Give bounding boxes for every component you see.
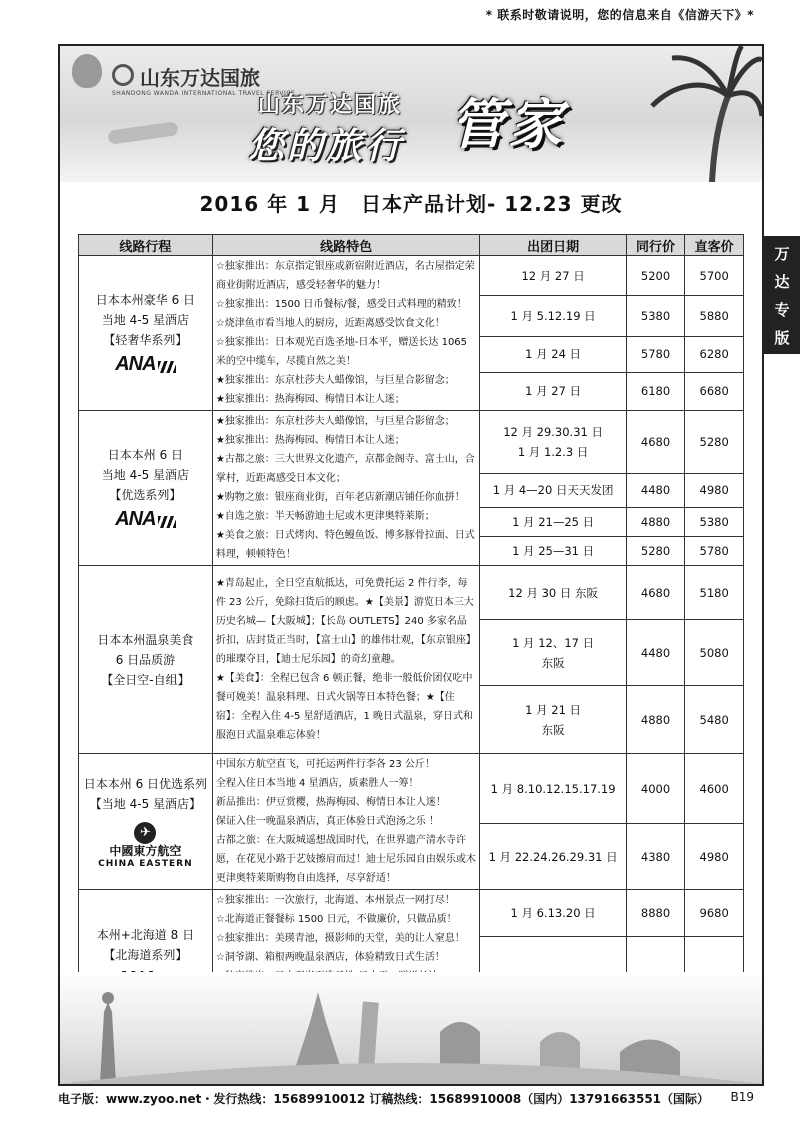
feature-item: ★独家推出：东京杜莎夫人蜡像馆，与巨星合影留念； bbox=[215, 416, 455, 427]
footer-contact: 电子版：www.zyoo.net・发行热线：15689910012 订稿热线：15689910008（国内）13791663551（国际） bbox=[58, 1092, 710, 1106]
peer-price: 5200 bbox=[626, 256, 685, 296]
departure-date: 1 月 8.10.12.15.17.19 bbox=[480, 754, 626, 824]
departure-date: 1 月 24 日 bbox=[480, 336, 626, 372]
departure-date: 1 月 5.12.19 日 bbox=[480, 296, 626, 336]
feature-item: 中国东方航空直飞，可托运两件行李各 23 公斤！ bbox=[215, 759, 435, 770]
route-cell bbox=[79, 411, 213, 566]
ana-logo-icon bbox=[83, 505, 208, 531]
feature-item: 古都之旅：在大阪城遥想战国时代，在世界遗产清水寺许愿，在花见小路于艺妓擦肩而过！迪士尼乐园自由娱乐或木更津奥特莱斯购物自由选择，尽享舒适！ bbox=[215, 835, 476, 884]
feature-item: ☆独家推出：东京指定银座或新宿附近酒店，名古屋指定荣商业街附近酒店，感受轻奢华的魅力！ bbox=[215, 261, 475, 291]
banner bbox=[60, 46, 762, 182]
route-line: 【北海道系列】 bbox=[103, 947, 188, 962]
route-line: 6 日品质游 bbox=[115, 652, 176, 667]
side-tab-char: 专 bbox=[774, 301, 790, 319]
feature-item: ☆独家推出：日本观光百选圣地-日本平，赠送长达 1065 米的空中缆车，尽揽自然之美！ bbox=[215, 337, 468, 367]
peer-price: 4680 bbox=[626, 411, 685, 474]
peer-price: 5780 bbox=[626, 336, 685, 372]
direct-price: 5480 bbox=[685, 686, 744, 754]
direct-price: 5880 bbox=[685, 296, 744, 336]
route-line: 日本本州 6 日 bbox=[107, 448, 184, 462]
page-title: 2016 年 1 月 日本产品计划- 12.23 更改 bbox=[199, 192, 623, 216]
departure-date: 1 月 21 日 东阪 bbox=[480, 686, 626, 754]
features-cell bbox=[212, 754, 480, 890]
feature-item: ★青岛起止，全日空直航抵达，可免费托运 2 件行李，每件 23 公斤，免除扫货后的顾虑。★【美景】游览日本三大历史名城—【大阪城】；【长岛 OUTLETS】240 多家名品折扣，店封货正当时，【富士山】的雄伟壮观，【东京银座】的璀璨夺目，【迪士尼乐园】的奇幻童趣。 bbox=[215, 578, 476, 665]
route-line: 【全日空-自组】 bbox=[101, 672, 190, 687]
table-row bbox=[79, 411, 744, 474]
source-note: * 联系时敬请说明，您的信息来自《信游天下》* bbox=[485, 8, 754, 22]
feature-item: ☆独家推出：美瑛青池，摄影师的天堂，美的让人窒息！ bbox=[215, 933, 465, 944]
departure-date: 1 月 22.24.26.29.31 日 bbox=[480, 824, 626, 890]
feature-item: ☆烧津鱼市看当地人的厨房，近距离感受饮食文化！ bbox=[215, 318, 445, 329]
departure-date: 1 月 6.13.20 日 bbox=[480, 890, 626, 937]
route-line: 日本本州豪华 6 日 bbox=[95, 293, 196, 307]
features-cell bbox=[212, 566, 480, 754]
direct-price: 5280 bbox=[685, 411, 744, 474]
route-cell bbox=[79, 256, 213, 411]
product-table bbox=[78, 234, 744, 1026]
side-tab-char: 万 bbox=[774, 245, 790, 263]
feature-item: ☆北海道正餐餐标 1500 日元，不做廉价，只做品质！ bbox=[215, 914, 457, 925]
page-number: B19 bbox=[730, 1090, 754, 1104]
peer-price: 8880 bbox=[626, 890, 685, 937]
landmarks-icon bbox=[60, 972, 762, 1084]
route-cell bbox=[79, 754, 213, 890]
side-tab bbox=[764, 236, 800, 354]
table-row bbox=[79, 890, 744, 937]
airplane-icon bbox=[107, 121, 178, 145]
feature-item: ★美食之旅：日式烤肉、特色鳗鱼饭、博多豚骨拉面、日式料理，顿顿特色！ bbox=[215, 530, 475, 560]
header-peer-price: 同行价 bbox=[626, 235, 685, 256]
airline-name: 中國東方航空 bbox=[109, 843, 182, 858]
direct-price: 6680 bbox=[685, 372, 744, 410]
route-line: 日本本州 6 日优选系列 bbox=[83, 776, 208, 791]
company-logo-icon bbox=[112, 64, 134, 86]
slogan-company: 山东万达国旅 bbox=[258, 93, 403, 118]
direct-price: 5080 bbox=[685, 620, 744, 686]
peer-price: 4380 bbox=[626, 824, 685, 890]
table-header-row bbox=[79, 235, 744, 256]
table-row bbox=[79, 256, 744, 296]
side-tab-char: 版 bbox=[774, 329, 790, 347]
header-route: 线路行程 bbox=[79, 235, 213, 256]
departure-date: 12 月 27 日 bbox=[480, 256, 626, 296]
palm-tree-icon bbox=[642, 46, 762, 182]
peer-price: 5380 bbox=[626, 296, 685, 336]
company-name: 山东万达国旅 bbox=[140, 66, 260, 90]
direct-price: 5380 bbox=[685, 507, 744, 536]
peer-price: 6180 bbox=[626, 372, 685, 410]
peer-price: 4000 bbox=[626, 754, 685, 824]
slogan-big: 管家 bbox=[450, 93, 566, 156]
route-line: 日本本州温泉美食 bbox=[97, 632, 194, 647]
departure-date: 1 月 12、17 日 东阪 bbox=[480, 620, 626, 686]
features-cell bbox=[212, 411, 480, 566]
peer-price: 4680 bbox=[626, 566, 685, 620]
header-features: 线路特色 bbox=[212, 235, 480, 256]
route-cell bbox=[79, 566, 213, 754]
feature-item: ☆独家推出：1500 日币餐标/餐，感受日式料理的精致！ bbox=[215, 299, 467, 310]
feature-item: ★自选之旅：半天畅游迪士尼或木更津奥特莱斯； bbox=[215, 511, 435, 522]
peer-price: 4880 bbox=[626, 507, 685, 536]
departure-date: 1 月 25—31 日 bbox=[480, 536, 626, 565]
feature-item: ★独家推出：热海梅园、梅情日本让人迷； bbox=[215, 394, 405, 405]
feature-item: ★古都之旅：三大世界文化遗产，京都金阁寺、富士山，合掌村，近距离感受日本文化； bbox=[215, 454, 475, 484]
direct-price: 4980 bbox=[685, 473, 744, 507]
route-line: 【优选系列】 bbox=[109, 488, 182, 502]
departure-date: 1 月 21—25 日 bbox=[480, 507, 626, 536]
direct-price: 5780 bbox=[685, 536, 744, 565]
table-row bbox=[79, 754, 744, 824]
feature-item: ☆独家推出：一次旅行，北海道、本州景点一网打尽！ bbox=[215, 895, 455, 906]
route-line: 当地 4-5 星酒店 bbox=[101, 313, 190, 327]
feature-item: ★独家推出：热海梅园、梅情日本让人迷； bbox=[215, 435, 405, 446]
ana-logo-icon bbox=[83, 350, 208, 376]
route-line: 当地 4-5 星酒店 bbox=[101, 468, 190, 482]
direct-price: 4600 bbox=[685, 754, 744, 824]
airline-name-en: CHINA EASTERN bbox=[98, 858, 193, 869]
feature-item: 保证入住一晚温泉酒店，真正体验日式泡汤之乐 ！ bbox=[215, 816, 440, 827]
route-line: 本州+北海道 8 日 bbox=[96, 927, 195, 942]
balloon-icon bbox=[72, 54, 102, 88]
peer-price: 4480 bbox=[626, 473, 685, 507]
page-frame bbox=[58, 44, 764, 1086]
feature-item: ☆洞爷湖、箱根两晚温泉酒店，体验精致日式生活！ bbox=[215, 952, 445, 963]
peer-price: 4480 bbox=[626, 620, 685, 686]
features-cell bbox=[212, 256, 480, 411]
feature-item: ★购物之旅：银座商业街，百年老店新潮店铺任你血拼！ bbox=[215, 492, 465, 503]
departure-date: 12 月 30 日 东阪 bbox=[480, 566, 626, 620]
peer-price: 4880 bbox=[626, 686, 685, 754]
feature-item: ★独家推出：东京杜莎夫人蜡像馆，与巨星合影留念； bbox=[215, 375, 455, 386]
departure-date: 1 月 27 日 bbox=[480, 372, 626, 410]
departure-date: 1 月 4—20 日天天发团 bbox=[480, 473, 626, 507]
side-tab-char: 达 bbox=[774, 273, 790, 291]
china-eastern-logo-icon: ✈ 中國東方航空 CHINA EASTERN bbox=[83, 814, 208, 870]
direct-price: 5180 bbox=[685, 566, 744, 620]
slogan-line: 您的旅行 bbox=[248, 126, 405, 167]
header-dates: 出团日期 bbox=[480, 235, 626, 256]
footer bbox=[58, 1090, 764, 1107]
table-row bbox=[79, 566, 744, 620]
header-direct-price: 直客价 bbox=[685, 235, 744, 256]
direct-price: 6280 bbox=[685, 336, 744, 372]
route-line: 【轻奢华系列】 bbox=[103, 333, 188, 347]
feature-item: 新品推出：伊豆赏樱，热海梅园、梅情日本让人迷！ bbox=[215, 797, 446, 808]
departure-date: 12 月 29.30.31 日 1 月 1.2.3 日 bbox=[480, 411, 626, 474]
route-line: 【当地 4-5 星酒店】 bbox=[89, 796, 202, 811]
feature-item: ★【美食】：全程已包含 6 顿正餐，绝非一般低价团仅吃中餐可娩美！温泉料理、日式火锅等日本特色餐；★【住宿】：全程入住 4-5 星舒适酒店，1 晚日式温泉，穿日式和服泡日式温泉难忘体验！ bbox=[215, 673, 474, 741]
peer-price: 5280 bbox=[626, 536, 685, 565]
landmarks-illustration bbox=[60, 972, 762, 1084]
direct-price: 9680 bbox=[685, 890, 744, 937]
direct-price: 4980 bbox=[685, 824, 744, 890]
feature-item: 全程入住日本当地 4 星酒店，质素胜人一筹！ bbox=[215, 778, 419, 789]
airline-name: ANA bbox=[115, 508, 156, 530]
airline-name: ANA bbox=[115, 353, 156, 375]
company-name-en: SHANDONG WANDA INTERNATIONAL TRAVEL SERVICE bbox=[112, 90, 296, 97]
direct-price: 5700 bbox=[685, 256, 744, 296]
